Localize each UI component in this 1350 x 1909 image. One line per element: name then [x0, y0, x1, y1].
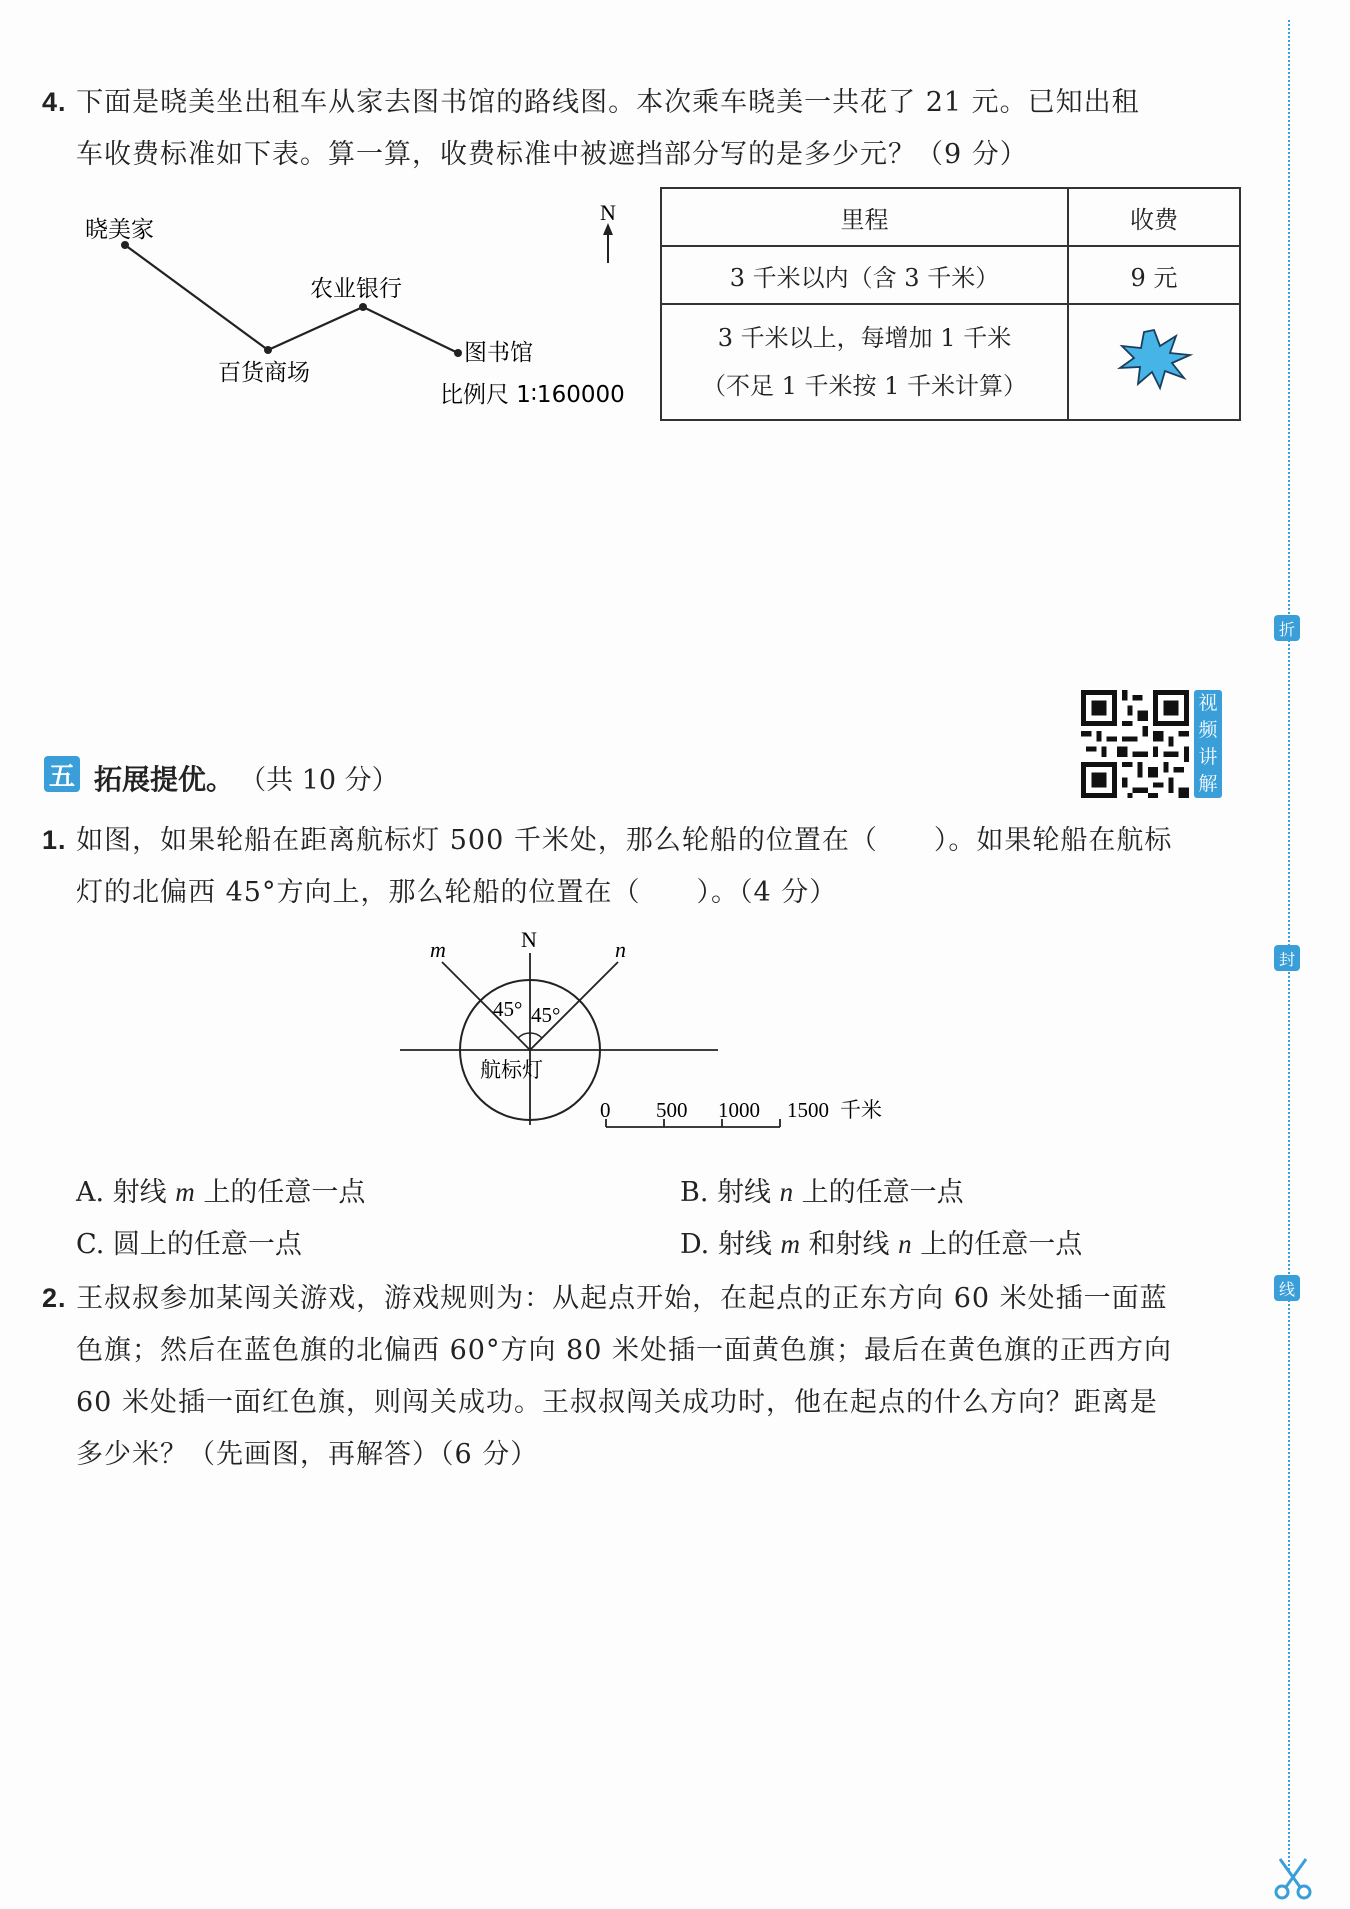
option-d-var1: m — [780, 1229, 800, 1259]
row2-line1: 3 千米以上，每增加 1 千米 — [717, 324, 1012, 352]
section-heading — [94, 758, 399, 798]
option-c-text: C. 圆上的任意一点 — [76, 1229, 302, 1260]
option-b-prefix: B. 射线 — [680, 1177, 780, 1208]
label-north: N — [521, 927, 537, 952]
option-d-prefix: D. 射线 — [680, 1229, 781, 1260]
video-label-strip[interactable] — [1194, 690, 1222, 798]
route-line — [125, 245, 458, 353]
option-b-var: n — [779, 1177, 794, 1207]
store-dot — [264, 346, 272, 354]
p2-text-line2: 色旗；然后在蓝色旗的北偏西 60°方向 80 米处插一面黄色旗；最后在黄色旗的正西方向 — [76, 1335, 1172, 1366]
q4-text-line1: 下面是晓美坐出租车从家去图书馆的路线图。本次乘车晓美一共花了 21 元。已知出租 — [76, 87, 1140, 118]
video-label-char-1: 视 — [1198, 692, 1218, 714]
side-tab-seal: 封 — [1274, 945, 1300, 971]
p2-text-line3: 60 米处插一面红色旗，则闯关成功。王叔叔闯关成功时，他在起点的什么方向？距离是 — [76, 1387, 1158, 1418]
label-bank: 农业银行 — [310, 276, 402, 302]
option-c[interactable] — [76, 1222, 302, 1261]
option-a-prefix: A. 射线 — [76, 1177, 176, 1208]
th-fee: 收费 — [1068, 188, 1240, 246]
cell-row2-distance — [661, 304, 1068, 420]
scale-label-1500: 1500 — [787, 1098, 829, 1122]
option-b-suffix: 上的任意一点 — [793, 1177, 964, 1208]
p1-text-line2: 灯的北偏西 45°方向上，那么轮船的位置在（ ）。（4 分） — [76, 877, 838, 908]
p1-text-line1: 如图，如果轮船在距离航标灯 500 千米处，那么轮船的位置在（ ）。如果轮船在航标 — [76, 825, 1173, 856]
option-d-var2: n — [898, 1229, 912, 1259]
video-qr-block[interactable] — [1081, 690, 1225, 798]
beacon-figure — [390, 925, 930, 1135]
option-a-suffix: 上的任意一点 — [194, 1177, 366, 1208]
row2-line2: （不足 1 千米按 1 千米计算） — [701, 372, 1028, 400]
scale-label-0: 0 — [600, 1098, 611, 1122]
video-label-char-4: 解 — [1198, 773, 1218, 795]
label-angle-left: 45° — [493, 997, 523, 1021]
label-home: 晓美家 — [85, 217, 154, 243]
label-library: 图书馆 — [464, 340, 533, 366]
q4-line1 — [42, 80, 1140, 119]
label-n: n — [615, 937, 626, 962]
option-a[interactable] — [76, 1170, 365, 1209]
library-dot — [454, 349, 462, 357]
label-north: N — [600, 200, 616, 225]
fee-table — [660, 187, 1241, 421]
p2-number: 2. — [42, 1283, 67, 1313]
qr-code-icon[interactable] — [1081, 690, 1189, 798]
star-burst-icon — [1114, 326, 1194, 392]
route-map — [70, 195, 640, 415]
scale-label-1000: 1000 — [718, 1098, 760, 1122]
option-d-mid: 和射线 — [799, 1229, 899, 1260]
label-m: m — [430, 937, 446, 962]
bank-dot — [359, 303, 367, 311]
label-store: 百货商场 — [218, 360, 310, 386]
side-tab-line: 线 — [1274, 1275, 1300, 1301]
cell-row2-fee — [1068, 304, 1240, 420]
scissors-icon — [1270, 1855, 1316, 1901]
section-points: （共 10 分） — [239, 765, 399, 796]
p1-line1 — [42, 818, 1172, 857]
option-b[interactable] — [680, 1170, 964, 1209]
video-label-char-3: 讲 — [1198, 746, 1218, 768]
p2-text-line4: 多少米？（先画图，再解答）（6 分） — [76, 1439, 539, 1470]
side-tab-fold: 折 — [1274, 615, 1300, 641]
p1-number: 1. — [42, 825, 67, 855]
option-a-var: m — [175, 1177, 195, 1207]
option-d[interactable] — [680, 1222, 1082, 1261]
label-angle-right: 45° — [531, 1003, 561, 1027]
scale-unit: 千米 — [840, 1098, 882, 1122]
label-scale: 比例尺 1∶160000 — [440, 382, 625, 408]
q4-text-line2: 车收费标准如下表。算一算，收费标准中被遮挡部分写的是多少元？（9 分） — [76, 139, 1028, 170]
cell-row1-fee: 9 元 — [1068, 246, 1240, 304]
option-d-suffix: 上的任意一点 — [911, 1229, 1083, 1260]
scale-label-500: 500 — [656, 1098, 688, 1122]
cell-row1-distance: 3 千米以内（含 3 千米） — [661, 246, 1068, 304]
q4-number: 4. — [42, 87, 67, 117]
th-distance: 里程 — [661, 188, 1068, 246]
section-badge: 五 — [44, 756, 80, 792]
section-title: 拓展提优。 — [94, 763, 235, 796]
p2-text-line1: 王叔叔参加某闯关游戏，游戏规则为：从起点开始，在起点的正东方向 60 米处插一面蓝 — [76, 1283, 1168, 1314]
label-beacon: 航标灯 — [480, 1058, 543, 1082]
video-label-char-2: 频 — [1198, 719, 1218, 741]
p2-line1 — [42, 1276, 1168, 1315]
